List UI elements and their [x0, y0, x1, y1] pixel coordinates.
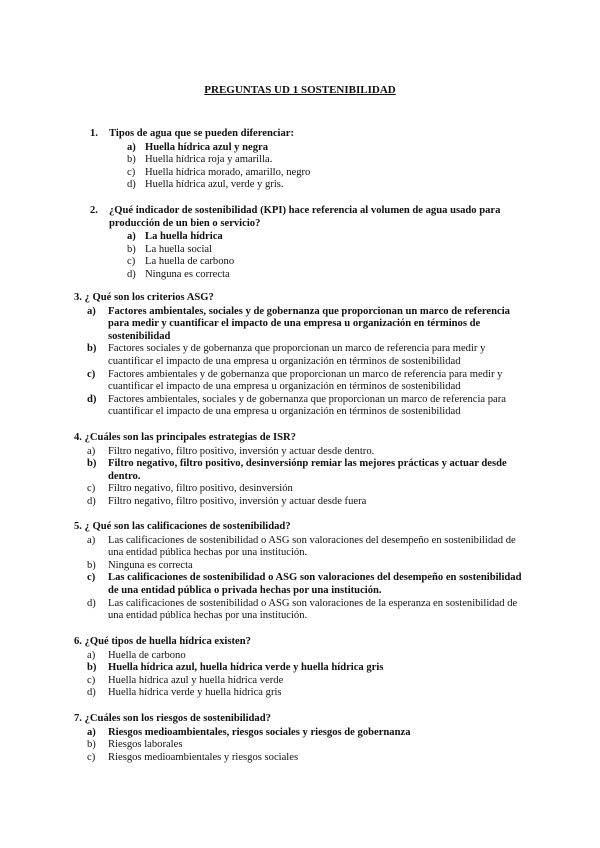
option-c: c) Huella hídrica morado, amarillo, negro — [127, 166, 311, 178]
option-c: c) Factores ambientales y de gobernanza que proporcionan un marco de referencia para medir y cuantificar el impacto de una empresa u organización en términos de sostenibilidad — [87, 368, 503, 393]
option-a-correct: a) Huella hídrica azul y negra — [127, 141, 269, 153]
question-number: 2. — [90, 205, 98, 216]
page-title: PREGUNTAS UD 1 SOSTENIBILIDAD — [204, 84, 396, 96]
question-number: 1. — [90, 128, 98, 139]
question-4 — [74, 432, 530, 509]
option-b-correct: b) Huella hídrica azul, huella hídrica verde y huella hídrica gris — [87, 662, 384, 674]
question-text: 3. ¿ Qué son los criterios ASG? — [74, 292, 214, 303]
option-c: c) La huella de carbono — [127, 256, 235, 268]
option-a-correct: a) Riesgos medioambientales, riesgos sociales y riesgos de gobernanza — [87, 726, 411, 738]
option-d: d) Las calificaciones de sostenibilidad o ASG son valoraciones de la esperanza en sostenibilidad de una entidad pública hechas por una institución. — [87, 597, 518, 622]
option-d: d) Filtro negativo, filtro positivo, inversión y actuar desde fuera — [87, 495, 367, 507]
option-a: a) Filtro negativo, filtro positivo, inversión y actuar desde dentro. — [87, 445, 375, 457]
question-5 — [74, 521, 530, 623]
option-a: a) Las calificaciones de sostenibilidad o ASG son valoraciones del desempeño en sostenibilidad de una entidad pública hechas por una institución. — [87, 534, 516, 559]
option-d: d) Huella hídrica azul, verde y gris. — [127, 179, 284, 191]
question-text: 5. ¿ Qué son las calificaciones de sostenibilidad? — [74, 521, 291, 532]
option-a: a) Huella de carbono — [87, 649, 186, 661]
option-d: d) Factores ambientales, sociales y de gobernanza que proporcionan un marco de referencia para cuantificar el impacto de una empresa u organización en términos de sostenibilidad — [87, 393, 506, 418]
question-3 — [74, 292, 530, 419]
option-a-correct: a) La huella hídrica — [127, 231, 223, 243]
question-text: 6. ¿Qué tipos de huella hídrica existen? — [74, 636, 251, 647]
option-c-correct: c) Las calificaciones de sostenibilidad o ASG son valoraciones del desempeño en sostenibilidad de una entidad pública o privada hechas por una institución. — [87, 572, 522, 596]
question-text: 7. ¿Cuáles son los riesgos de sostenibilidad? — [74, 713, 271, 724]
question-7 — [74, 713, 530, 764]
option-b: b) Ninguna es correcta — [87, 559, 193, 571]
question-text: 4. ¿Cuáles son las principales estrategias de ISR? — [74, 432, 296, 443]
option-a-correct: a) Factores ambientales, sociales y de gobernanza que proporcionan un marco de referencia para medir y cuantificar el impacto de una empresa u organización en términos de sostenibilidad — [87, 305, 510, 342]
option-b: b) Huella hídrica roja y amarilla. — [127, 154, 273, 166]
option-b-correct: b) Filtro negativo, filtro positivo, desinversiónp remiar las mejores prácticas y actuar desde dentro. — [87, 458, 507, 482]
option-c: c) Filtro negativo, filtro positivo, desinversión — [87, 483, 293, 495]
option-b: b) La huella social — [127, 243, 213, 255]
option-c: c) Riesgos medioambientales y riesgos sociales — [87, 751, 299, 763]
question-2 — [90, 205, 530, 282]
option-c: c) Huella hídrica azul y huella hídrica verde — [87, 674, 284, 686]
question-6 — [74, 636, 530, 700]
question-text: Tipos de agua que se pueden diferenciar: — [109, 128, 295, 139]
question-1 — [90, 128, 530, 192]
question-text: ¿Qué indicador de sostenibilidad (KPI) hace referencia al volumen de agua usado para producción de un bien o servicio? — [109, 205, 501, 229]
option-b: b) Riesgos laborales — [87, 739, 183, 751]
option-b: b) Factores sociales y de gobernanza que proporcionan un marco de referencia para medir y cuantificar el impacto de una empresa u organización en términos de sostenibilidad — [87, 343, 486, 367]
option-d: d) Ninguna es correcta — [127, 268, 230, 280]
option-d: d) Huella hídrica verde y huella hídrica gris — [87, 687, 282, 699]
